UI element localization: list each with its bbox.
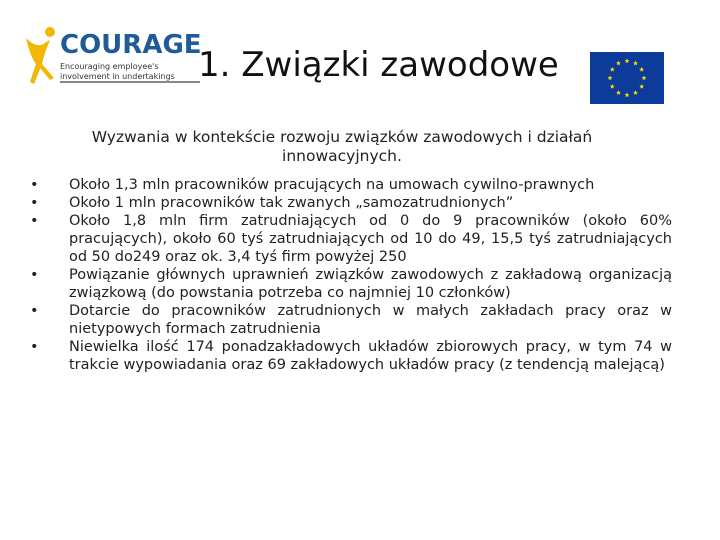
eu-star-icon <box>639 67 644 72</box>
eu-star-icon <box>642 75 647 80</box>
bullet-text: Niewielka ilość 174 ponadzakładowych układów zbiorowych pracy, w tym 74 w trakcie wypowiadania oraz 69 zakładowych układów pracy (z tendencją malejącą) <box>69 339 672 373</box>
logo-underline <box>60 81 200 83</box>
bullet-text: Powiązanie głównych uprawnień związków zawodowych z zakładową organizacją związkową (do powstania potrzeba co najmniej 10 członków) <box>69 267 672 301</box>
logo-wordmark: COURAGE <box>60 30 202 60</box>
bullet-item <box>30 212 672 266</box>
bullet-text: Około 1,3 mln pracowników pracujących na umowach cywilno-prawnych <box>69 177 595 193</box>
bullet-dot: • <box>30 195 39 211</box>
logo-tagline-1: Encouraging employee's <box>60 62 159 71</box>
bullet-item <box>30 266 672 302</box>
bullet-dot: • <box>30 213 39 229</box>
eu-star-icon <box>610 67 615 72</box>
eu-flag-icon <box>590 52 664 104</box>
bullet-item <box>30 176 672 194</box>
eu-star-icon <box>633 90 638 95</box>
bullet-text: Dotarcie do pracowników zatrudnionych w małych zakładach pracy oraz w nietypowych formach zatrudnienia <box>69 303 672 337</box>
eu-star-icon <box>639 84 644 89</box>
bullet-text: Około 1,8 mln firm zatrudniających od 0 do 9 pracowników (około 60% pracujących), około 60 tyś zatrudniających od 10 do 49, 15,5 tyś zatrudniających od 50 do249 oraz ok. 3,4 tyś firm powyżej 250 <box>69 213 672 265</box>
eu-star-icon <box>610 84 615 89</box>
bullet-item <box>30 194 672 212</box>
eu-star-icon <box>616 61 621 66</box>
person-jumping-icon <box>20 24 64 88</box>
page-title: 1. Związki zawodowe <box>198 45 559 85</box>
bullet-dot: • <box>30 267 39 283</box>
bullet-item <box>30 302 672 338</box>
bullet-dot: • <box>30 339 39 355</box>
eu-star-icon <box>608 75 613 80</box>
eu-star-icon <box>616 90 621 95</box>
slide-subtitle: Wyzwania w kontekście rozwoju związków zawodowych i działań innowacyjnych. <box>91 128 593 165</box>
bullet-dot: • <box>30 303 39 319</box>
bullet-dot: • <box>30 177 39 193</box>
bullet-item <box>30 338 672 374</box>
bullet-list <box>30 176 672 374</box>
courage-logo <box>20 24 202 88</box>
eu-star-icon <box>633 61 638 66</box>
eu-star-icon <box>625 58 630 63</box>
bullet-text: Około 1 mln pracowników tak zwanych „samozatrudnionych” <box>69 195 514 211</box>
logo-tagline-2: involvement in undertakings <box>60 72 175 81</box>
eu-star-icon <box>625 92 630 97</box>
